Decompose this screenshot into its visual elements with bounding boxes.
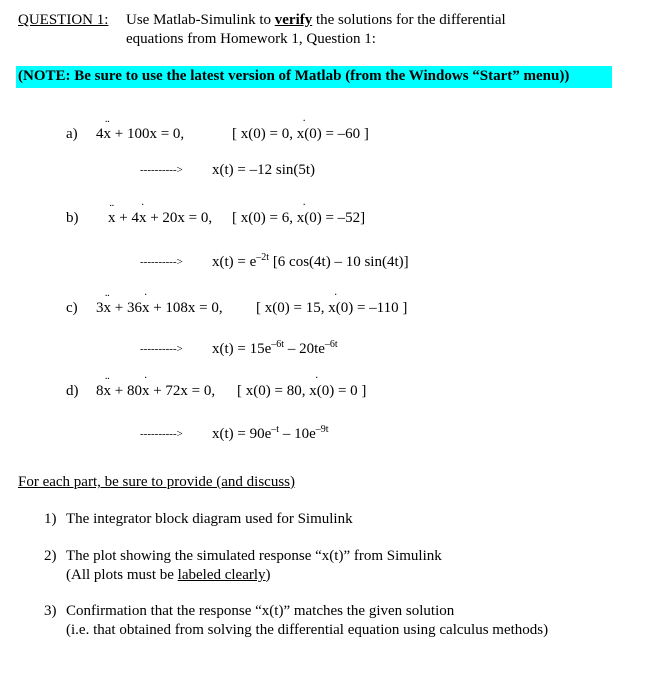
- list-item-text: Confirmation that the response “x(t)” matches the given solution: [66, 603, 455, 619]
- part-a-ic-pre: [ x(0) = 0, x: [232, 126, 305, 142]
- note-text: (NOTE: Be sure to use the latest version of Matlab (from the Windows “Start” menu)): [18, 68, 570, 84]
- part-b-sol-exponent: –2t: [256, 252, 270, 263]
- part-a-xddot: ¨ x: [104, 126, 112, 143]
- part-b-solution: [212, 254, 409, 271]
- list-item-text-line-2: (i.e. that obtained from solving the differential equation using calculus methods): [66, 622, 549, 638]
- part-a-initial-conditions: [232, 126, 369, 143]
- list-item-text: The integrator block diagram used for Simulink: [66, 511, 353, 527]
- part-d-sol-pre: x(t) = 90e: [212, 426, 272, 442]
- verify-emphasis: verify: [274, 12, 313, 28]
- part-a-eq-rest: + 100x = 0,: [111, 126, 185, 142]
- part-c-coef: 3: [96, 300, 104, 316]
- part-d-label: d): [66, 383, 79, 399]
- part-c-ic-post: (0) = –110 ]: [335, 300, 408, 316]
- part-d-sol-exponent-2: –9t: [315, 424, 329, 435]
- part-a-coef: 4: [96, 126, 104, 142]
- part-b-initial-conditions: [232, 210, 365, 227]
- note-banner: [16, 66, 612, 88]
- list-item-text-line-2-pre: (All plots must be: [66, 567, 178, 583]
- part-d-arrow: ---------->: [140, 428, 183, 440]
- part-c-solution: [212, 341, 338, 358]
- part-b-eq-mid1: + 4: [115, 210, 139, 226]
- part-c-ic-pre: [ x(0) = 15, x: [256, 300, 336, 316]
- part-d-xddot: ¨ x: [104, 383, 112, 400]
- question-line-2: equations from Homework 1, Question 1:: [126, 31, 376, 47]
- part-c-sol-exponent-1: –6t: [271, 339, 285, 350]
- part-a-arrow: ---------->: [140, 164, 183, 176]
- part-b-ic-pre: [ x(0) = 6, x: [232, 210, 305, 226]
- part-d-solution: [212, 426, 329, 443]
- part-c-sol-exponent-2: –6t: [324, 339, 338, 350]
- part-b-sol-pre: x(t) = e: [212, 254, 257, 270]
- part-b-arrow: ---------->: [140, 256, 183, 268]
- labeled-clearly-emphasis: labeled clearly: [177, 567, 266, 583]
- part-c-eq-mid1: + 36: [111, 300, 142, 316]
- question-line-1-post: the solutions for the differential: [312, 12, 506, 28]
- part-c-arrow: ---------->: [140, 343, 183, 355]
- part-c-eq-mid2: + 108x = 0,: [149, 300, 223, 316]
- list-item-text-line-2: [66, 567, 271, 584]
- part-d-coef: 8: [96, 383, 104, 399]
- list-item-text-line-2-post: ): [265, 567, 271, 583]
- instructions-heading: For each part, be sure to provide (and discuss): [18, 474, 296, 490]
- part-a-solution: x(t) = –12 sin(5t): [212, 162, 316, 178]
- part-d-ic-pre: [ x(0) = 80, x: [237, 383, 317, 399]
- part-b-label: b): [66, 210, 79, 226]
- part-c-initial-conditions: [256, 300, 407, 317]
- part-d-xdot: ˙ x: [142, 383, 150, 400]
- part-c-sol-mid: – 20te: [284, 341, 325, 357]
- list-item-text: The plot showing the simulated response “x(t)” from Simulink: [66, 548, 442, 564]
- part-b-xddot: ¨ x: [108, 210, 116, 227]
- question-line-1-pre: Use Matlab-Simulink to: [126, 12, 275, 28]
- part-c-xddot: ¨ x: [104, 300, 112, 317]
- part-d-equation: [96, 383, 215, 400]
- part-d-initial-conditions: [237, 383, 366, 400]
- part-d-eq-mid2: + 72x = 0,: [149, 383, 216, 399]
- part-a-ic-post: (0) = –60 ]: [304, 126, 369, 142]
- part-b-ic-post: (0) = –52]: [304, 210, 366, 226]
- part-c-xdot: ˙ x: [142, 300, 150, 317]
- part-b-eq-mid2: + 20x = 0,: [146, 210, 213, 226]
- question-line-1: [126, 12, 506, 29]
- part-d-eq-mid1: + 80: [111, 383, 142, 399]
- part-c-label: c): [66, 300, 78, 316]
- list-item-number: 3): [44, 603, 57, 619]
- part-d-sol-exponent-1: –t: [271, 424, 280, 435]
- part-d-sol-mid: – 10e: [279, 426, 316, 442]
- part-c-equation: [96, 300, 223, 317]
- list-item-number: 1): [44, 511, 57, 527]
- part-a-label: a): [66, 126, 78, 142]
- list-item-number: 2): [44, 548, 57, 564]
- part-a-equation: [96, 126, 184, 143]
- part-c-sol-pre: x(t) = 15e: [212, 341, 272, 357]
- question-label: QUESTION 1:: [18, 12, 109, 28]
- part-b-sol-post: [6 cos(4t) – 10 sin(4t)]: [269, 254, 409, 270]
- part-d-ic-post: (0) = 0 ]: [316, 383, 367, 399]
- part-b-equation: [108, 210, 212, 227]
- part-b-xdot: ˙ x: [139, 210, 147, 227]
